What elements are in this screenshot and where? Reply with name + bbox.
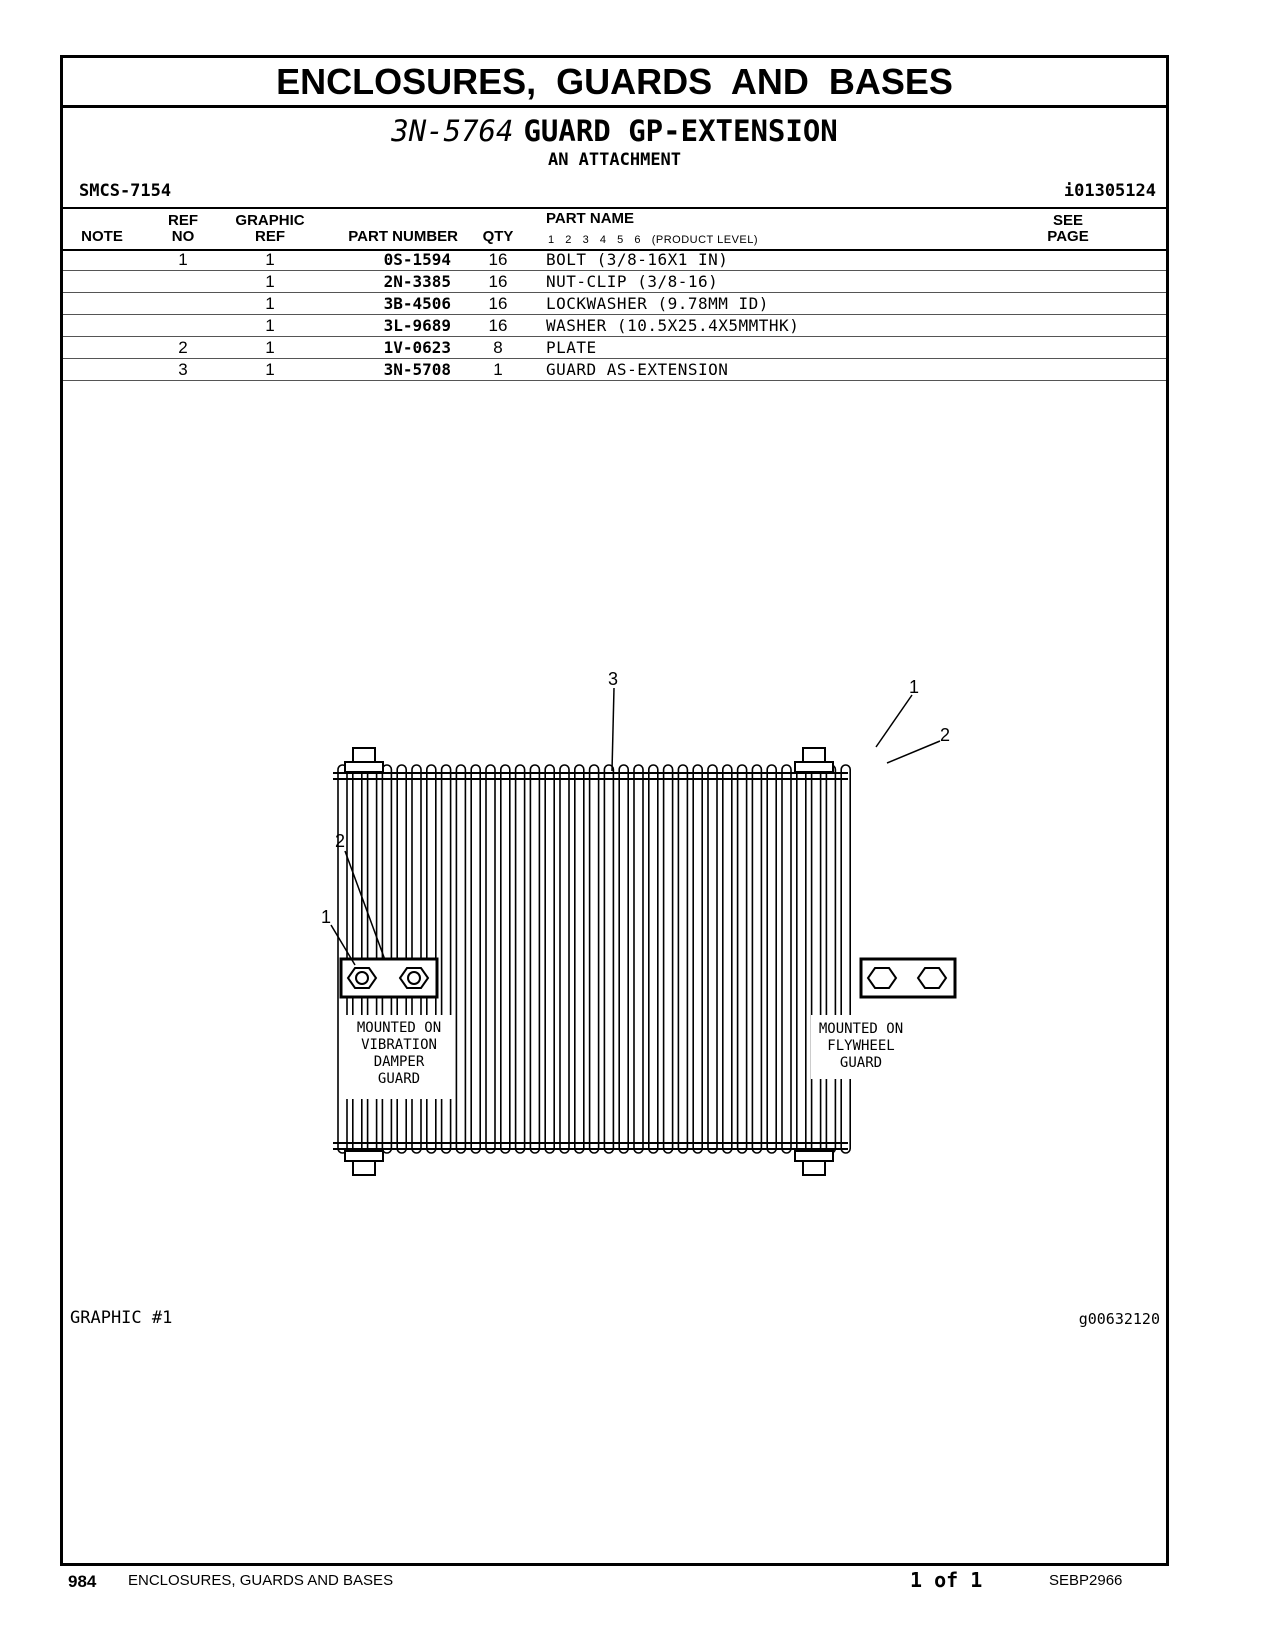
table-row (63, 293, 1166, 315)
guard-fin (545, 765, 554, 1153)
guard-fin (752, 765, 761, 1153)
info-id: i01305124 (1063, 181, 1156, 201)
header-part-name: PART NAME (546, 210, 635, 227)
row-part-name: WASHER (10.5X25.4X5MMTHK) (546, 316, 800, 335)
graphic-label: GRAPHIC #1 (70, 1308, 173, 1328)
guard-fin (782, 765, 791, 1153)
leader-3 (612, 688, 614, 771)
row-qty: 8 (493, 338, 503, 357)
row-graphic-ref: 1 (265, 338, 275, 357)
smcs-code: SMCS-7154 (79, 181, 172, 201)
guard-fin (530, 765, 539, 1153)
header-graphic-ref-2: REF (255, 228, 285, 245)
page-frame (60, 55, 1169, 1566)
row-qty: 16 (488, 294, 508, 313)
right-mounting-plate (861, 959, 955, 997)
guard-fin (664, 765, 673, 1153)
guard-fin (723, 765, 732, 1153)
guard-fin (516, 765, 525, 1153)
row-graphic-ref: 1 (265, 360, 275, 379)
row-part-number: 3N-5708 (383, 360, 451, 379)
guard-fin (456, 765, 465, 1153)
left-note-line: DAMPER (373, 1054, 425, 1070)
header-note: NOTE (81, 228, 123, 245)
row-qty: 16 (488, 250, 508, 269)
left-note-line: VIBRATION (361, 1037, 437, 1053)
bolt-bottom-left (345, 1151, 383, 1175)
row-ref-no: 2 (178, 338, 188, 357)
guard-fin (619, 765, 628, 1153)
bolt-bottom-right (795, 1151, 833, 1175)
guard-fin (649, 765, 658, 1153)
guard-fin (841, 765, 850, 1153)
row-ref-no: 1 (178, 250, 188, 269)
guard-fin (471, 765, 480, 1153)
guard-fin (560, 765, 569, 1153)
bolt-top-right (795, 748, 833, 772)
guard-fin (708, 765, 717, 1153)
row-qty: 16 (488, 316, 508, 335)
table-row (63, 359, 1166, 381)
guard-fin (812, 765, 821, 1153)
callout-3: 3 (608, 669, 619, 689)
row-qty: 16 (488, 272, 508, 291)
guard-fin (693, 765, 702, 1153)
footer-doc-id: SEBP2966 (1049, 1572, 1123, 1589)
callout-1-right: 1 (909, 677, 920, 697)
row-part-name: GUARD AS-EXTENSION (546, 360, 729, 379)
header-see-page-2: PAGE (1047, 228, 1089, 245)
right-note-line: FLYWHEEL (827, 1038, 895, 1054)
left-note-line: MOUNTED ON (356, 1020, 442, 1036)
row-ref-no: 3 (178, 360, 188, 379)
guard-fin (678, 765, 687, 1153)
row-part-number: 2N-3385 (383, 272, 451, 291)
callout-1-left: 1 (321, 907, 332, 927)
header-graphic-ref-1: GRAPHIC (235, 212, 305, 229)
guard-fin (826, 765, 835, 1153)
left-note-line: GUARD (377, 1071, 421, 1087)
guard-fin (738, 765, 747, 1153)
row-part-number: 3L-9689 (383, 316, 451, 335)
table-row (63, 271, 1166, 293)
row-graphic-ref: 1 (265, 316, 275, 335)
footer-page-of: 1 of 1 (910, 1568, 983, 1592)
row-part-name: BOLT (3/8-16X1 IN) (546, 250, 729, 269)
row-part-name: PLATE (546, 338, 597, 357)
attachment-subtitle: AN ATTACHMENT (547, 150, 682, 170)
row-part-number: 1V-0623 (383, 338, 451, 357)
row-graphic-ref: 1 (265, 250, 275, 269)
leader-2-right (887, 741, 940, 763)
bolt-top-left (345, 748, 383, 772)
table-row (63, 249, 1166, 271)
leader-1-right (876, 695, 912, 747)
guard-fin (797, 765, 806, 1153)
graphic-id: g00632120 (1078, 1310, 1160, 1328)
header-ref-no-1: REF (168, 212, 198, 229)
table-row (63, 315, 1166, 337)
guard-fin (767, 765, 776, 1153)
guard-fin (634, 765, 643, 1153)
guard-fin (501, 765, 510, 1153)
row-qty: 1 (493, 360, 503, 379)
row-graphic-ref: 1 (265, 272, 275, 291)
part-title (63, 114, 1166, 148)
table-row (63, 337, 1166, 359)
row-part-number: 0S-1594 (383, 250, 451, 269)
section-title: ENCLOSURES, GUARDS AND BASES (63, 58, 1166, 108)
row-part-number: 3B-4506 (383, 294, 451, 313)
guard-illustration (303, 613, 1023, 1183)
guard-fin (604, 765, 613, 1153)
guard-fin (486, 765, 495, 1153)
row-graphic-ref: 1 (265, 294, 275, 313)
right-note-line: MOUNTED ON (818, 1021, 904, 1037)
callout-2-right: 2 (940, 725, 951, 745)
row-part-name: NUT-CLIP (3/8-16) (546, 272, 719, 291)
table-header (63, 207, 1166, 251)
header-qty: QTY (482, 228, 514, 245)
leader-2-left (345, 851, 385, 960)
guard-fin (590, 765, 599, 1153)
header-part-number: PART NUMBER (348, 228, 458, 245)
row-part-name: LOCKWASHER (9.78MM ID) (546, 294, 769, 313)
group-part-name: GUARD GP-EXTENSION (523, 114, 838, 148)
footer-section: ENCLOSURES, GUARDS AND BASES (128, 1572, 394, 1589)
header-product-levels: 1 2 3 4 5 6 (PRODUCT LEVEL) (548, 234, 759, 246)
footer-page-number: 984 (68, 1572, 97, 1591)
right-note-line: GUARD (839, 1055, 883, 1071)
guard-fin (575, 765, 584, 1153)
header-ref-no-2: NO (171, 228, 195, 245)
callout-2-left: 2 (335, 831, 346, 851)
header-see-page-1: SEE (1052, 212, 1083, 229)
group-part-number: 3N-5764 (391, 114, 514, 148)
